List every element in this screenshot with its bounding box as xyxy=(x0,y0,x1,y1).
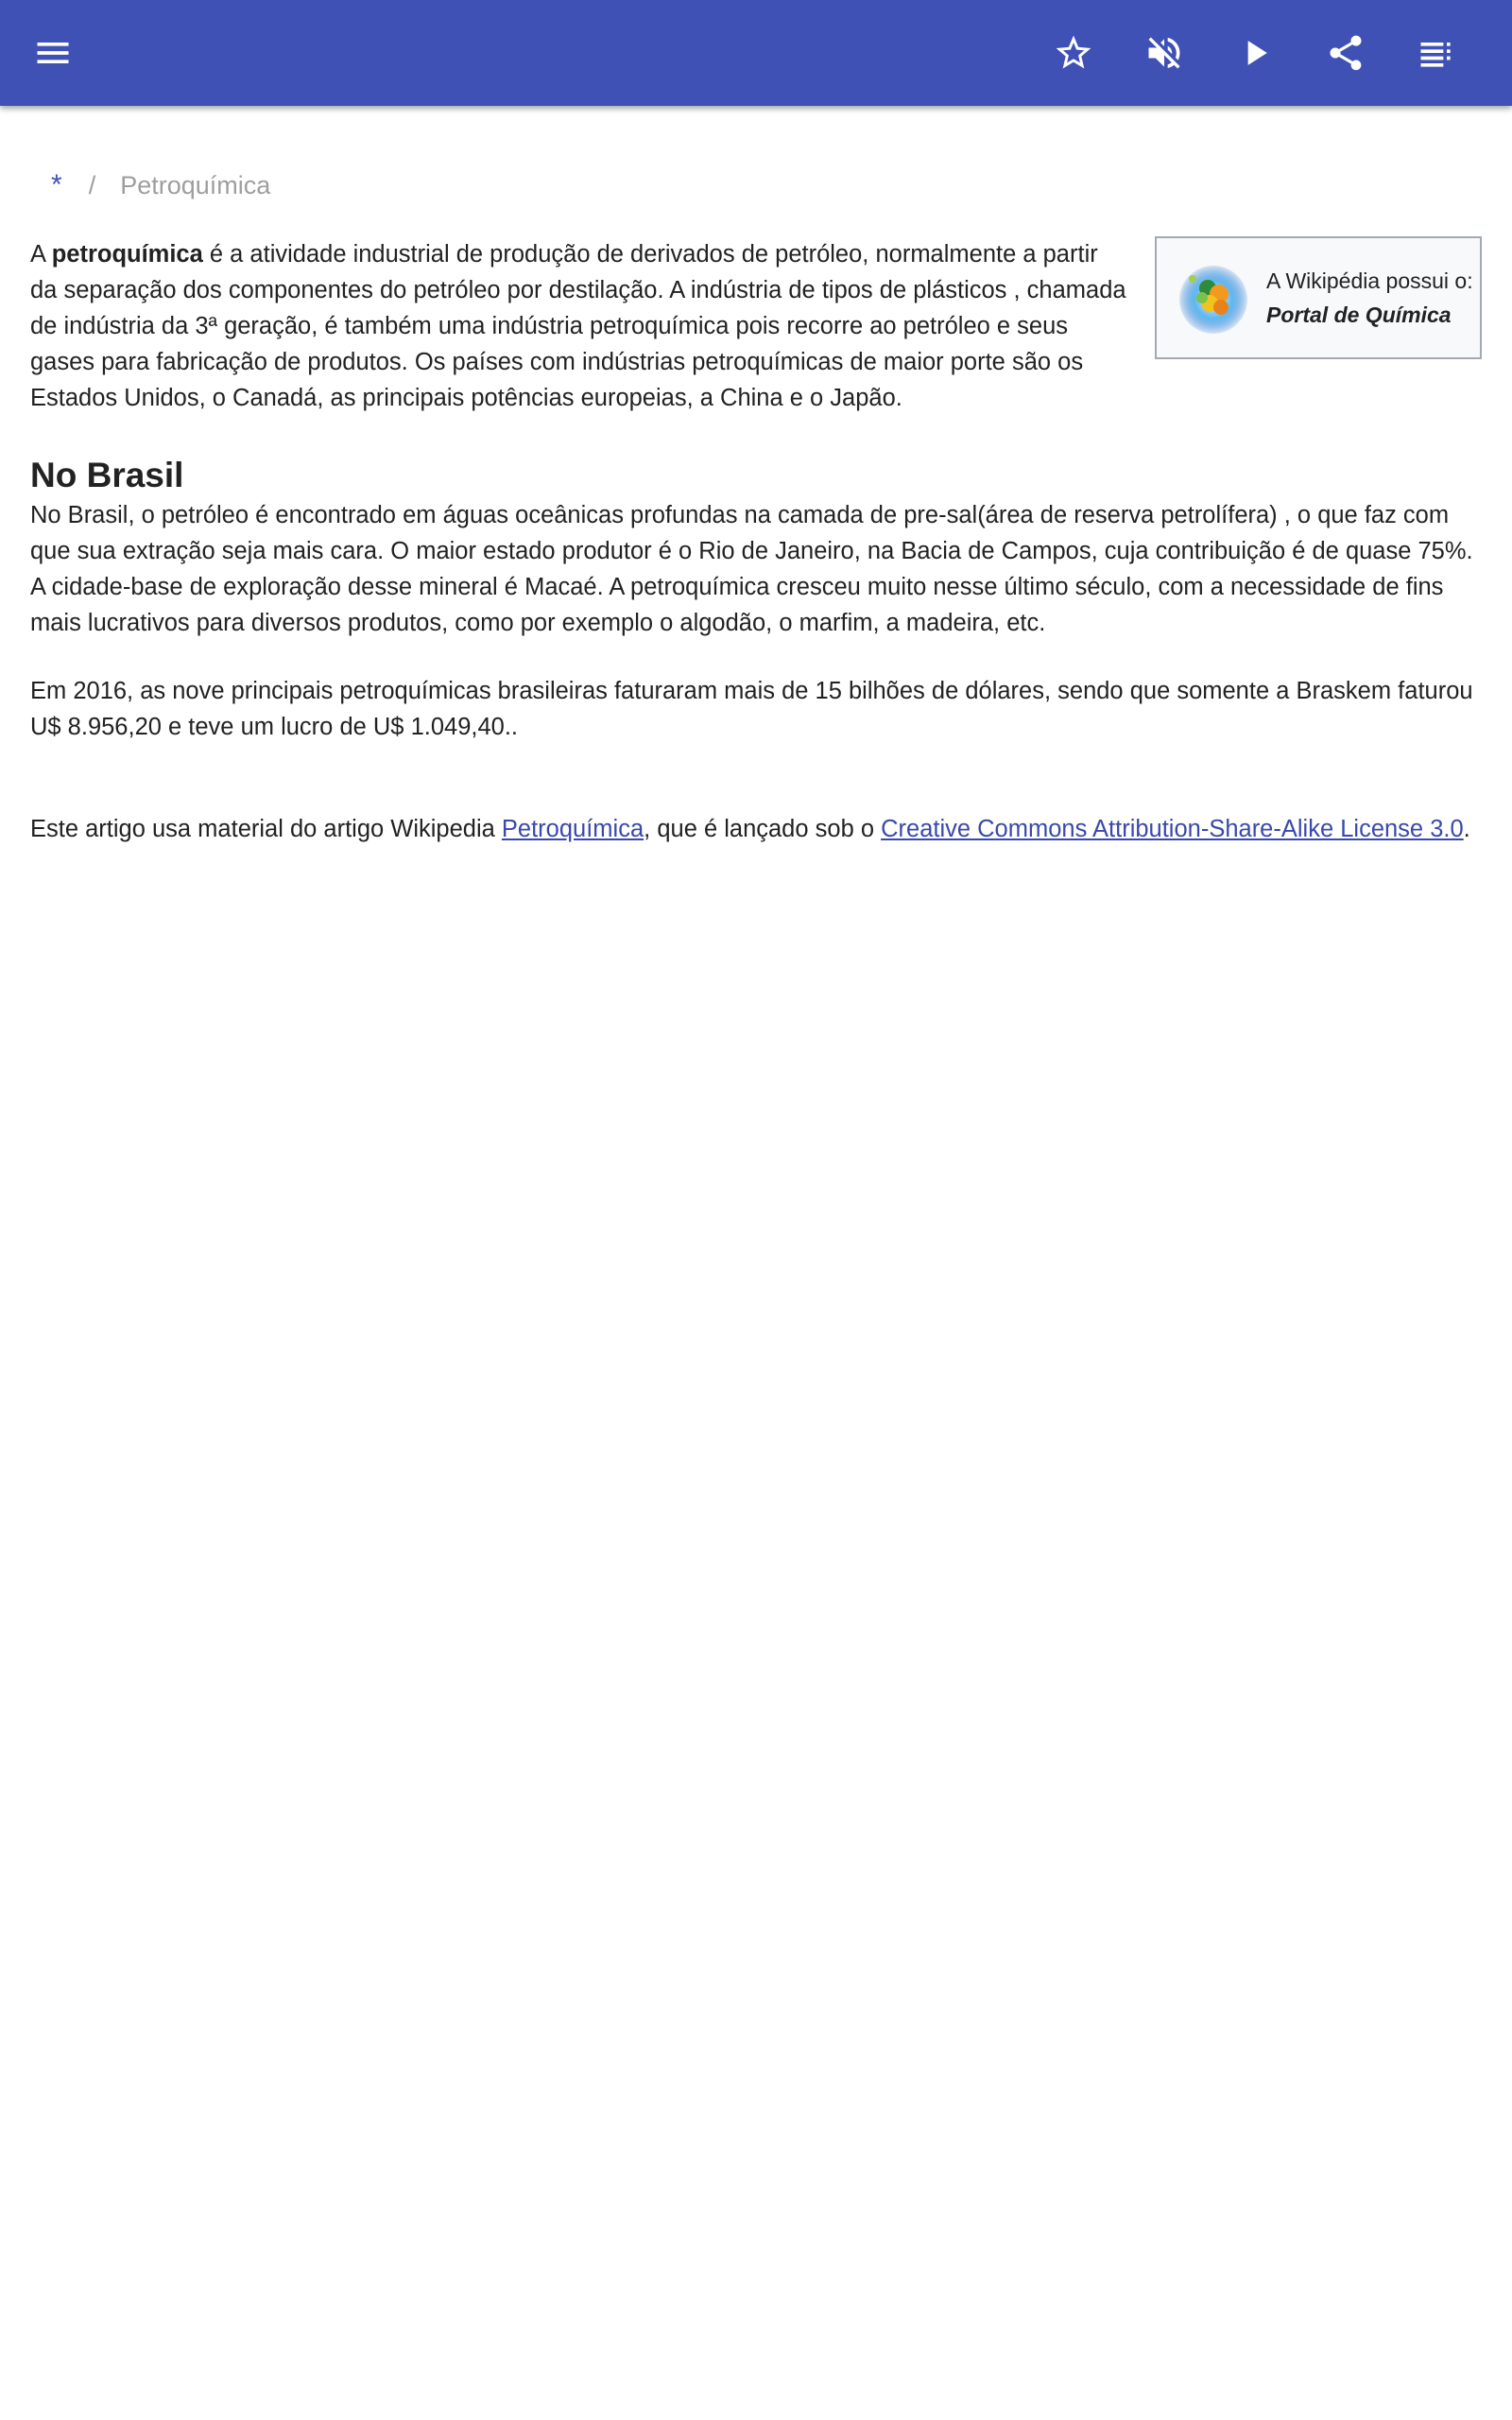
section-heading-no-brasil: No Brasil xyxy=(30,456,184,494)
infobox-prefix: A Wikipédia possui o: xyxy=(1266,268,1473,293)
license-text-1: Este artigo usa material do artigo Wikipedia xyxy=(30,816,502,842)
wikipedia-article-link[interactable]: Petroquímica xyxy=(501,816,644,842)
play-button[interactable] xyxy=(1227,25,1283,81)
license-text-2: , que é lançado sob o xyxy=(644,816,882,842)
app-bar xyxy=(0,0,1512,106)
star-icon xyxy=(1053,32,1094,74)
share-icon xyxy=(1325,32,1366,74)
license-text-3: . xyxy=(1463,816,1470,842)
breadcrumb-separator: / xyxy=(88,170,96,199)
playlist-icon xyxy=(1416,32,1457,74)
share-button[interactable] xyxy=(1317,25,1374,81)
infobox-text xyxy=(1266,264,1473,332)
atom-portal-icon xyxy=(1176,260,1251,336)
bookmark-button[interactable] xyxy=(1045,25,1102,81)
intro-rest: é a atividade industrial de produção de derivados de petróleo, normalmente a partir da separação dos componentes do petróleo por destilação. A indústria de tipos de plásticos , chamada de indústria da 3ª geração, é também uma indústria petroquímica pois recorre ao petróleo e seus gases para fabricação de produtos. Os países com indústrias petroquímicas de maior porte são os Estados Unidos, o Canadá, as principais potências europeias, a China e o Japão. xyxy=(30,241,1126,411)
breadcrumb xyxy=(51,166,1482,204)
cc-license-link[interactable]: Creative Commons Attribution-Share-Alike License 3.0 xyxy=(881,816,1464,842)
portal-quimica-link[interactable]: Portal de Química xyxy=(1266,302,1452,327)
revenue-paragraph: Em 2016, as nove principais petroquímicas brasileiras faturaram mais de 15 bilhões de dólares, sendo que somente a Braskem faturou U$ 8.956,20 e teve um lucro de U$ 1.049,40.. xyxy=(30,678,1473,740)
table-of-contents-button[interactable] xyxy=(1408,25,1465,81)
portal-infobox xyxy=(1155,236,1482,359)
menu-button[interactable] xyxy=(25,25,81,81)
volume-off-icon xyxy=(1143,32,1185,74)
mute-button[interactable] xyxy=(1136,25,1193,81)
breadcrumb-current: Petroquímica xyxy=(120,170,271,199)
brasil-paragraph: No Brasil, o petróleo é encontrado em águas oceânicas profundas na camada de pre-sal(área de reserva petrolífera) , o que faz com que sua extração seja mais cara. O maior estado produtor é o Rio de Janeiro, na Bacia de Campos, cuja contribuição é de quase 75%. A cidade-base de exploração desse mineral é Macaé. A petroquímica cresceu muito nesse último século, com a necessidade de fins mais lucrativos para diversos produtos, como por exemplo o algodão, o marfim, a madeira, etc. xyxy=(30,502,1473,636)
menu-icon xyxy=(32,32,74,74)
article-content xyxy=(30,106,1482,847)
intro-bold-term: petroquímica xyxy=(51,241,203,268)
breadcrumb-home-link[interactable]: * xyxy=(51,169,62,200)
license-note xyxy=(30,811,1482,847)
intro-start: A xyxy=(30,241,52,268)
play-icon xyxy=(1234,32,1276,74)
